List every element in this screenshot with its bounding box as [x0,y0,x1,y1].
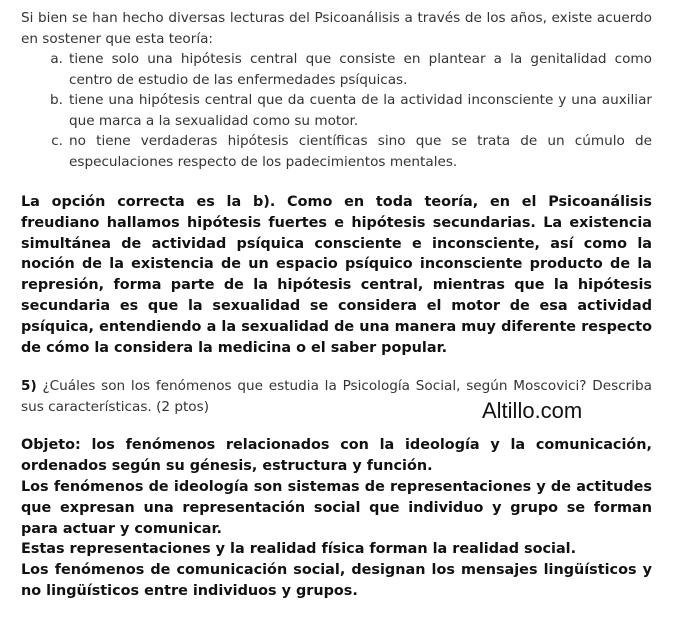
question-4-options [21,49,652,172]
option-text: no tiene verdaderas hipótesis científicas sino que se trata de un cúmulo de especulaciones respecto de los padecimientos mentales. [69,133,652,170]
question-4-stem: Si bien se han hecho diversas lecturas del Psicoanálisis a través de los años, existe acuerdo en sostener que esta teoría: [21,10,652,47]
document-body [21,8,652,602]
answer-4-block [21,192,652,358]
option-marker: c. [51,133,63,149]
answer-5-paragraph: Los fenómenos de comunicación social, designan los mensajes lingüísticos y no lingüísticos entre individuos y grupos. [21,562,652,599]
option-marker: a. [50,51,63,67]
answer-5-block [21,435,652,601]
question-5-number: 5) [21,378,37,395]
option-marker: b. [50,92,63,108]
watermark-logo: Altillo.com [482,398,583,423]
option-b [21,90,652,131]
option-text: tiene solo una hipótesis central que consiste en plantear a la genitalidad como centro de estudio de las enfermedades psíquicas. [69,51,652,88]
option-c [21,131,652,172]
option-a [21,49,652,90]
answer-5-paragraph: Objeto: los fenómenos relacionados con la ideología y la comunicación, ordenados según su génesis, estructura y función. [21,437,652,475]
option-text: tiene una hipótesis central que da cuenta de la actividad inconsciente y una auxiliar que marca a la sexualidad como su motor. [69,92,652,129]
answer-5-paragraph: Los fenómenos de ideología son sistemas de representaciones y de actitudes que expresan una representación social que individuo y grupo se forman para actuar y comunicar. [21,478,652,537]
answer-4-text: La opción correcta es la b). Como en toda teoría, en el Psicoanálisis freudiano hallamos hipótesis fuertes e hipótesis secundarias. La existencia simultánea de actividad psíquica consciente e inconsciente, así como la noción de la existencia de un espacio psíquico inconsciente producto de la represión, forma parte de la hipótesis central, mientras que la hipótesis secundaria es que la sexualidad se considera el motor de esa actividad psíquica, entendiendo a la sexualidad de una manera muy diferente respecto de cómo la considera la medicina o el saber popular. [21,194,652,356]
answer-5-paragraph: Estas representaciones y la realidad física forman la realidad social. [21,541,577,558]
question-5-text: ¿Cuáles son los fenómenos que estudia la Psicología Social, según Moscovici? Describa sus características. (2 ptos) [21,378,652,415]
